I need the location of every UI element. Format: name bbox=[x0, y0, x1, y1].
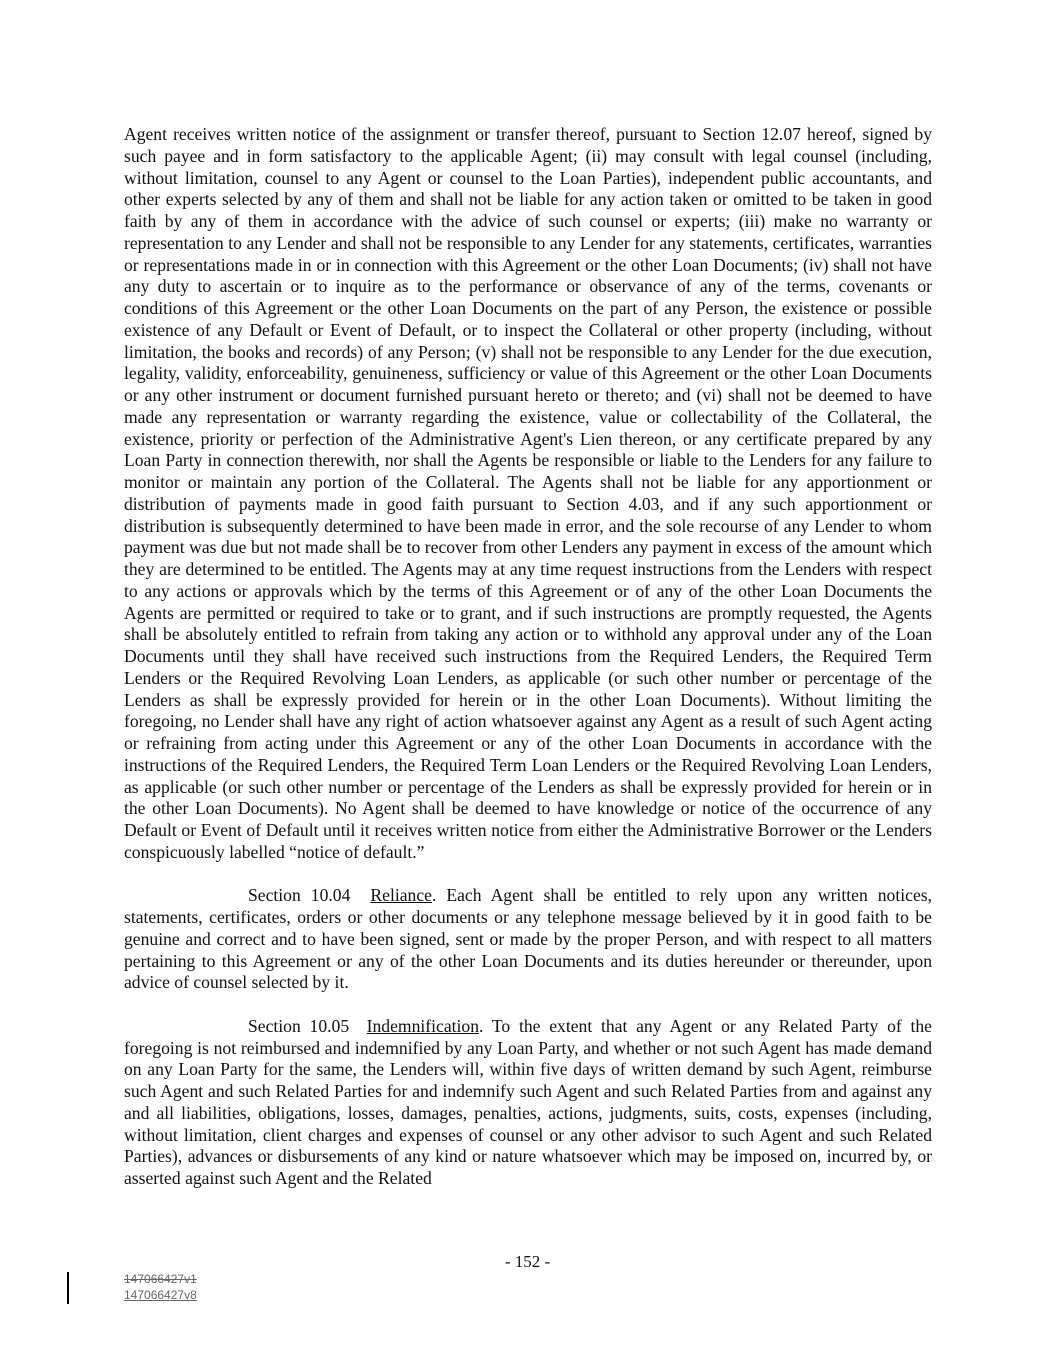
section-title-indemnification: Indemnification bbox=[366, 1015, 480, 1036]
section-text: . To the extent that any Agent or any Related Party of the foregoing is not reimbursed and indemnified by any Loan Party, and whether or not such Agent has made demand on any Loan Party for the same, the Lenders will, within five days of written demand by such Agent, reimburse such Agent and such Related Parties for and indemnify such Agent and such Related Parties from and against any and all liabilities, obligations, losses, damages, penalties, actions, judgments, suits, costs, expenses (including, without limitation, client charges and expenses of counsel or any other advisor to such Agent and such Related Parties), advances or disbursements of any kind or nature whatsoever which may be imposed on, incurred by, or asserted against such Agent and the Related bbox=[124, 1015, 932, 1188]
doc-id-inserted: 147066427v8 bbox=[124, 1288, 197, 1302]
section-text: . Each Agent shall be entitled to rely upon any written notices, statements, certificates, orders or other documents or any telephone message believed by it in good faith to be genuine and correct and to have been signed, sent or made by the proper Person, and with respect to all matters pertaining to this Agreement or any of the other Loan Documents and its duties hereunder or thereunder, upon advice of counsel selected by it. bbox=[124, 885, 932, 993]
doc-id-deleted: 147066427v1 bbox=[124, 1272, 197, 1286]
document-body bbox=[124, 124, 932, 1212]
section-10-05-paragraph bbox=[124, 1016, 932, 1190]
page-number: - 152 - bbox=[504, 1252, 551, 1271]
section-number: Section 10.05 bbox=[248, 1015, 350, 1036]
section-number: Section 10.04 bbox=[248, 885, 351, 906]
section-10-04-paragraph bbox=[124, 885, 932, 994]
revision-change-bar bbox=[67, 1272, 69, 1304]
continuation-paragraph: Agent receives written notice of the assignment or transfer thereof, pursuant to Section 12.07 hereof, signed by such payee and in form satisfactory to the applicable Agent; (ii) may consult with legal counsel (including, without limitation, counsel to any Agent or counsel to the Loan Parties), independent public accountants, and other experts selected by any of them and shall not be liable for any action taken or omitted to be taken in good faith by any of them in accordance with the advice of such counsel or experts; (iii) make no warranty or representation to any Lender and shall not be responsible to any Lender for any statements, certificates, warranties or representations made in or in connection with this Agreement or the other Loan Documents; (iv) shall not have any duty to ascertain or to inquire as to the performance or observance of any of the terms, covenants or conditions of this Agreement or the other Loan Documents on the part of any Person, the existence or possible existence of any Default or Event of Default, or to inspect the Collateral or other property (including, without limitation, the books and records) of any Person; (v) shall not be responsible to any Lender for the due execution, legality, validity, enforceability, genuineness, sufficiency or value of this Agreement or the other Loan Documents or any other instrument or document furnished pursuant hereto or thereto; and (vi) shall not be deemed to have made any representation or warranty regarding the existence, value or collectability of the Collateral, the existence, priority or perfection of the Administrative Agent's Lien thereon, or any certificate prepared by any Loan Party in connection therewith, nor shall the Agents be responsible or liable to the Lenders for any failure to monitor or maintain any portion of the Collateral. The Agents shall not be liable for any apportionment or distribution of payments made in good faith pursuant to Section 4.03, and if any such apportionment or distribution is subsequently determined to have been made in error, and the sole recourse of any Lender to whom payment was due but not made shall be to recover from other Lenders any payment in excess of the amount which they are determined to be entitled. The Agents may at any time request instructions from the Lenders with respect to any actions or approvals which by the terms of this Agreement or of any of the other Loan Documents the Agents are permitted or required to take or to grant, and if such instructions are promptly requested, the Agents shall be absolutely entitled to refrain from taking any action or to withhold any approval under any of the Loan Documents until they shall have received such instructions from the Required Lenders, the Required Term Lenders or the Required Revolving Loan Lenders, as applicable (or such other number or percentage of the Lenders as shall be expressly provided for herein or in the other Loan Documents). Without limiting the foregoing, no Lender shall have any right of action whatsoever against any Agent as a result of such Agent acting or refraining from acting under this Agreement or any of the other Loan Documents in accordance with the instructions of the Required Lenders, the Required Term Loan Lenders or the Required Revolving Loan Lenders, as applicable (or such other number or percentage of the Lenders as shall be expressly provided for herein or in the other Loan Documents). No Agent shall be deemed to have knowledge or notice of the occurrence of any Default or Event of Default until it receives written notice from either the Administrative Borrower or the Lenders conspicuously labelled “notice of default.” bbox=[124, 124, 932, 862]
section-title-reliance: Reliance bbox=[370, 885, 432, 906]
